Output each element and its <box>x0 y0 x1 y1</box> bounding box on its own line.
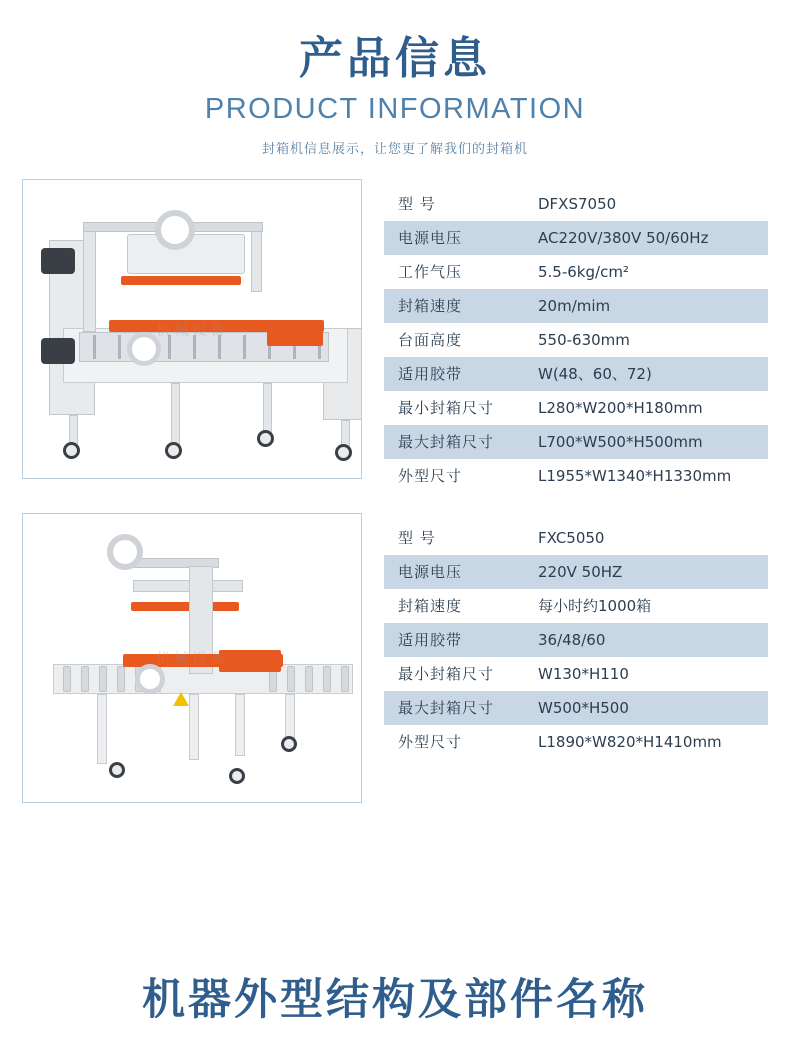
spec-key: 适用胶带 <box>398 365 463 384</box>
table-row <box>384 725 768 759</box>
product-1-spec-table <box>384 187 768 493</box>
spec-value: L280*W200*H180mm <box>538 398 703 417</box>
spec-key: 型 号 <box>398 195 436 214</box>
table-row <box>384 187 768 221</box>
page-header <box>0 0 790 157</box>
product-block-2 <box>0 513 790 803</box>
spec-key: 电源电压 <box>398 563 463 582</box>
spec-value: L1890*W820*H1410mm <box>538 732 722 751</box>
spec-key: 适用胶带 <box>398 631 463 650</box>
spec-value: W500*H500 <box>538 698 629 717</box>
spec-value: 550-630mm <box>538 330 630 349</box>
machine-illustration-2 <box>23 514 361 802</box>
table-row <box>384 555 768 589</box>
spec-key: 封箱速度 <box>398 597 463 616</box>
spec-key: 封箱速度 <box>398 297 463 316</box>
page-subtitle: 封箱机信息展示，让您更了解我们的封箱机 <box>261 141 528 157</box>
table-row <box>384 391 768 425</box>
spec-value: AC220V/380V 50/60Hz <box>538 228 709 247</box>
table-row <box>384 289 768 323</box>
spec-key: 外型尺寸 <box>398 733 463 752</box>
table-row <box>384 623 768 657</box>
image-watermark: 机械设备 <box>155 320 229 339</box>
spec-value: L1955*W1340*H1330mm <box>538 466 732 485</box>
spec-key: 最大封箱尺寸 <box>398 433 495 452</box>
table-row <box>384 425 768 459</box>
table-row <box>384 657 768 691</box>
product-2-image <box>22 513 362 803</box>
table-row <box>384 357 768 391</box>
spec-value: 每小时约1000箱 <box>538 597 652 616</box>
spec-key: 最小封箱尺寸 <box>398 399 495 418</box>
page-title-en: PRODUCT INFORMATION <box>204 92 586 125</box>
spec-key: 最小封箱尺寸 <box>398 665 495 684</box>
spec-key: 外型尺寸 <box>398 467 463 486</box>
table-row <box>384 691 768 725</box>
spec-value: W130*H110 <box>538 664 629 683</box>
table-row <box>384 589 768 623</box>
product-block-1 <box>0 179 790 493</box>
table-row <box>384 255 768 289</box>
spec-value: DFXS7050 <box>538 194 617 213</box>
page-title-cn: 产品信息 <box>299 33 491 84</box>
spec-value: 5.5-6kg/cm² <box>538 262 629 281</box>
spec-value: W(48、60、72) <box>538 365 652 384</box>
spec-key: 电源电压 <box>398 229 463 248</box>
spec-value: 36/48/60 <box>538 630 606 649</box>
spec-key: 台面高度 <box>398 331 463 350</box>
table-row <box>384 521 768 555</box>
spec-value: 20m/mim <box>538 296 611 315</box>
spec-key: 工作气压 <box>398 263 463 282</box>
section-footer-title: 机器外型结构及部件名称 <box>142 975 648 1025</box>
image-watermark: 机械设备 <box>155 649 229 668</box>
spec-key: 最大封箱尺寸 <box>398 699 495 718</box>
spec-value: L700*W500*H500mm <box>538 432 703 451</box>
product-2-spec-table <box>384 521 768 759</box>
machine-illustration-1 <box>23 180 361 478</box>
product-1-image <box>22 179 362 479</box>
table-row <box>384 323 768 357</box>
spec-value: FXC5050 <box>538 528 605 547</box>
table-row <box>384 221 768 255</box>
spec-key: 型 号 <box>398 529 436 548</box>
spec-value: 220V 50HZ <box>538 562 623 581</box>
table-row <box>384 459 768 493</box>
